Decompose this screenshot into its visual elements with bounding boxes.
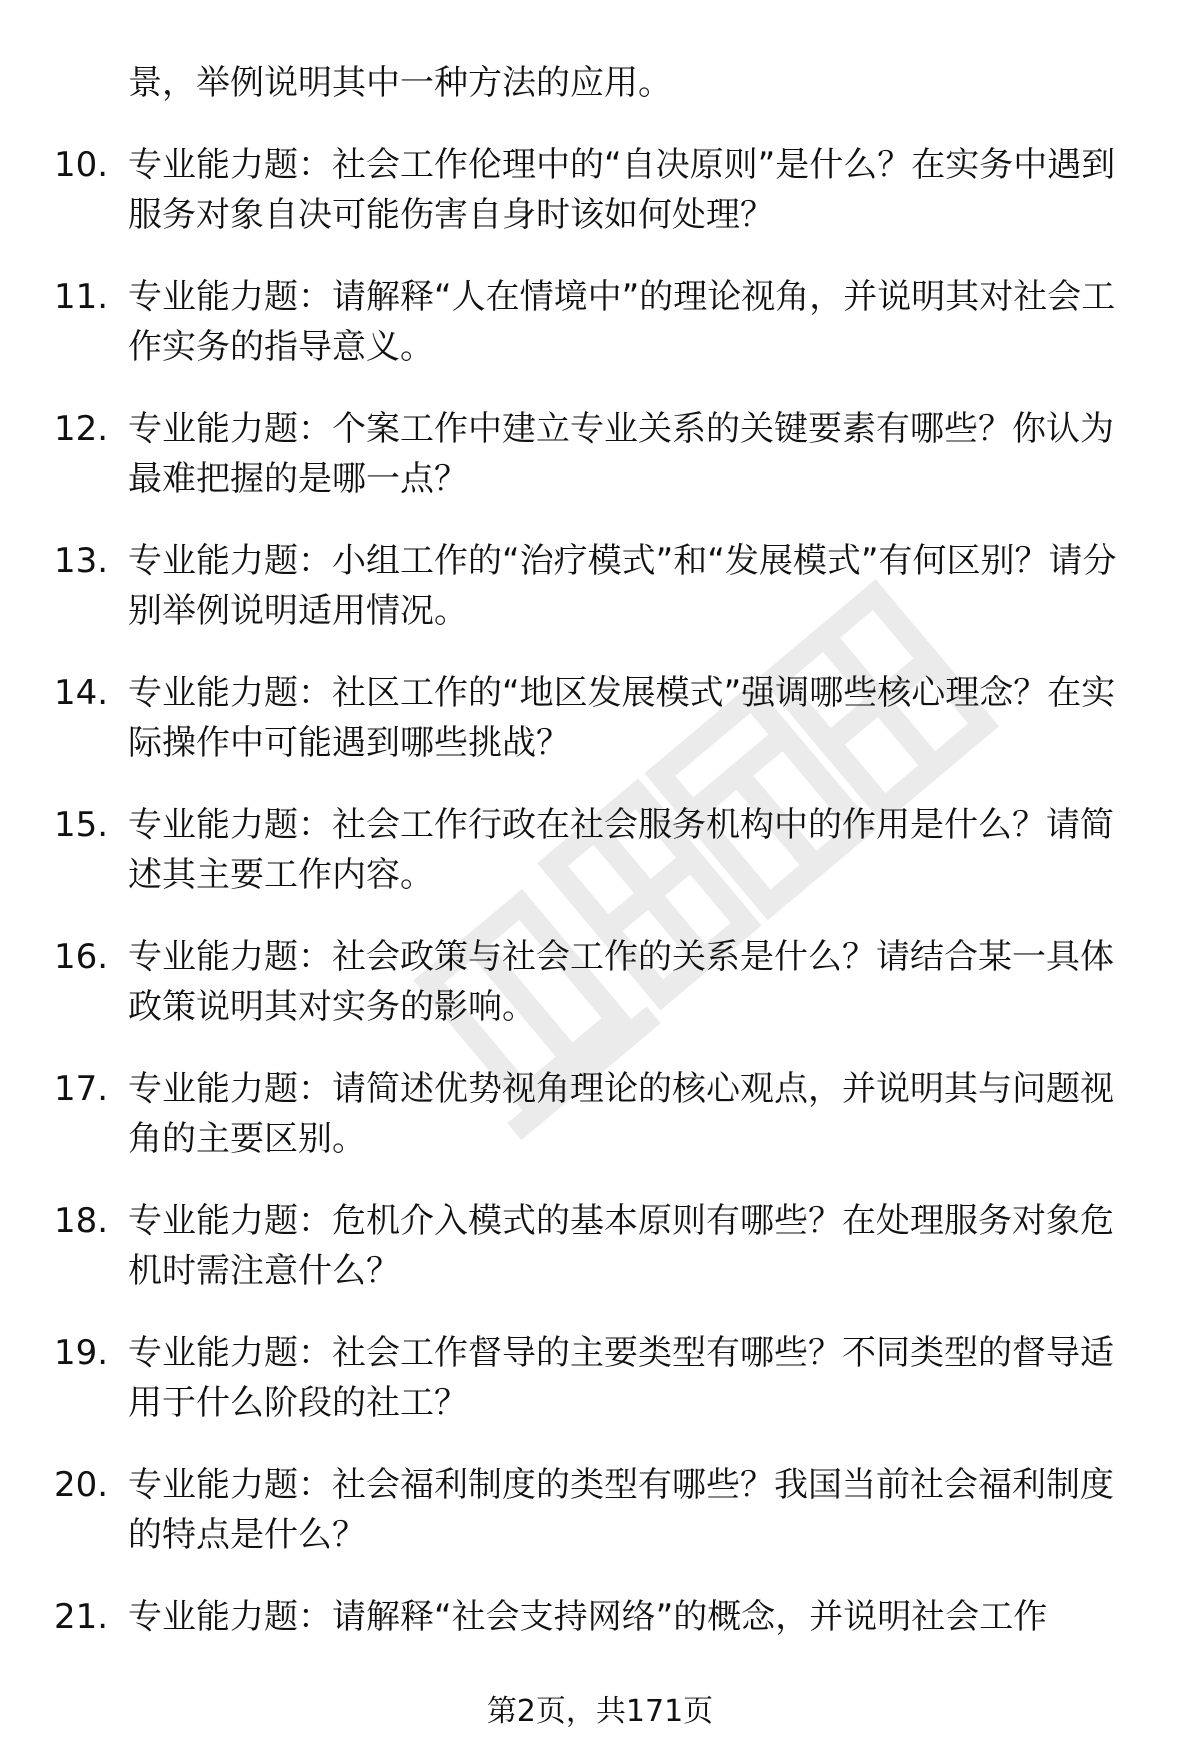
question-item	[0, 272, 1200, 404]
question-text: 专业能力题：请解释“社会支持网络”的概念，并说明社会工作	[128, 1597, 1048, 1637]
question-item	[0, 1064, 1200, 1196]
question-item	[0, 404, 1200, 536]
question-text: 专业能力题：请简述优势视角理论的核心观点，并说明其与问题视角的主要区别。	[128, 1069, 1114, 1159]
question-number: 16.	[54, 937, 109, 977]
question-text: 专业能力题：社会工作行政在社会服务机构中的作用是什么？请简述其主要工作内容。	[128, 805, 1114, 895]
question-item	[0, 800, 1200, 932]
question-text: 专业能力题：社会福利制度的类型有哪些？我国当前社会福利制度的特点是什么？	[128, 1465, 1114, 1555]
question-item	[0, 1328, 1200, 1460]
question-list	[0, 140, 1200, 1724]
question-item	[0, 1460, 1200, 1592]
question-text: 专业能力题：社会工作伦理中的“自决原则”是什么？在实务中遇到服务对象自决可能伤害自身时该如何处理？	[128, 145, 1116, 235]
question-number: 10.	[54, 145, 109, 185]
question-number: 20.	[54, 1465, 109, 1505]
question-text: 专业能力题：社会工作督导的主要类型有哪些？不同类型的督导适用于什么阶段的社工？	[128, 1333, 1114, 1423]
question-number: 21.	[54, 1597, 109, 1637]
question-number: 13.	[54, 541, 109, 581]
question-text: 专业能力题：请解释“人在情境中”的理论视角，并说明其对社会工作实务的指导意义。	[128, 277, 1116, 367]
page-footer: 第2页，共171页	[486, 1694, 714, 1729]
question-item	[0, 932, 1200, 1064]
question-number: 14.	[54, 673, 109, 713]
question-text: 专业能力题：社区工作的“地区发展模式”强调哪些核心理念？在实际操作中可能遇到哪些挑战？	[128, 673, 1116, 763]
question-number: 18.	[54, 1201, 109, 1241]
question-number: 11.	[54, 277, 109, 317]
question-item	[0, 668, 1200, 800]
question-item	[0, 1196, 1200, 1328]
question-number: 15.	[54, 805, 109, 845]
question-item	[0, 140, 1200, 272]
question-text: 专业能力题：危机介入模式的基本原则有哪些？在处理服务对象危机时需注意什么？	[128, 1201, 1114, 1291]
question-number: 12.	[54, 409, 109, 449]
question-text: 专业能力题：小组工作的“治疗模式”和“发展模式”有何区别？请分别举例说明适用情况。	[128, 541, 1117, 631]
question-number: 19.	[54, 1333, 109, 1373]
question-text: 专业能力题：社会政策与社会工作的关系是什么？请结合某一具体政策说明其对实务的影响。	[128, 937, 1114, 1027]
continuation-text: 景，举例说明其中一种方法的应用。	[128, 63, 672, 103]
question-text: 专业能力题：个案工作中建立专业关系的关键要素有哪些？你认为最难把握的是哪一点？	[128, 409, 1114, 499]
question-item	[0, 536, 1200, 668]
question-number: 17.	[54, 1069, 109, 1109]
